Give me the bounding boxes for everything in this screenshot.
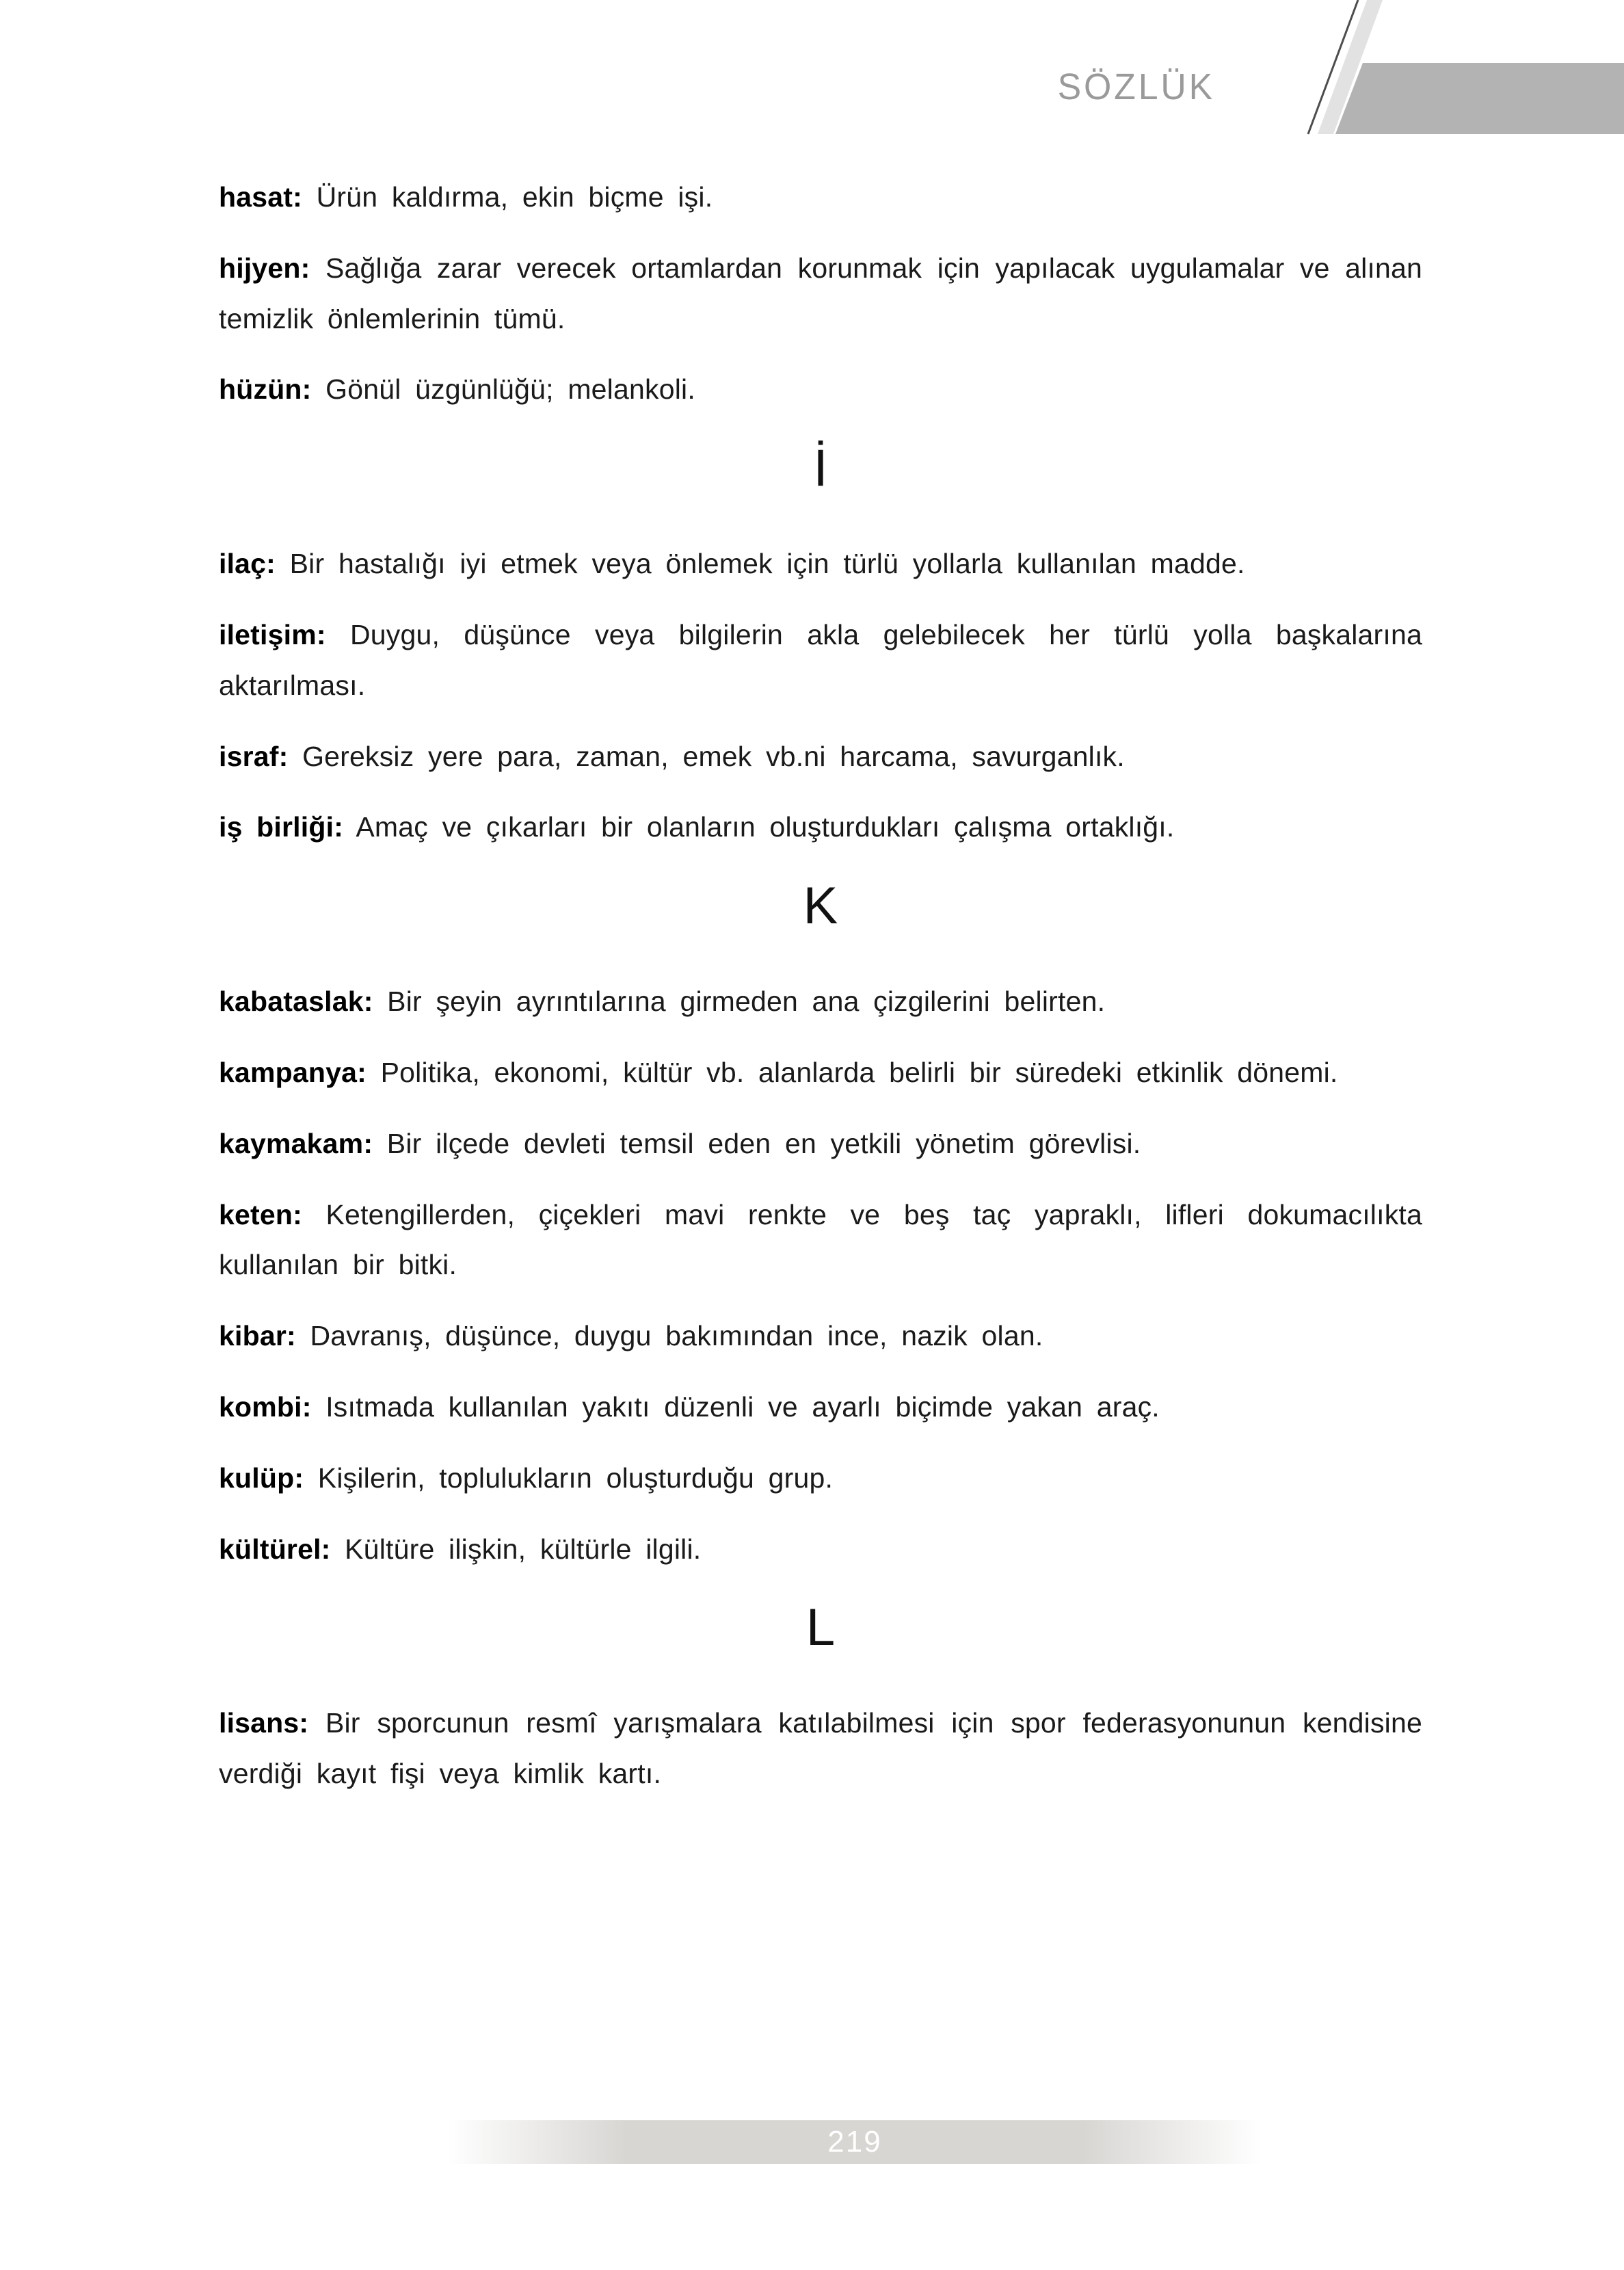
entry-list	[219, 172, 1422, 415]
section-letter-heading: L	[806, 1598, 836, 1657]
entry-term: lisans:	[219, 1707, 309, 1739]
section-letter-heading: İ	[813, 439, 828, 498]
entry-term: kampanya:	[219, 1056, 367, 1088]
letter-group	[219, 1595, 1422, 1799]
entry-definition: Bir sporcunun resmî yarışmalara katılabilmesi için spor federasyonunun kendisine verdiği kayıt fişi veya kimlik kartı.	[219, 1707, 1422, 1790]
page-number: 219	[827, 2125, 882, 2159]
entry-list	[219, 539, 1422, 853]
glossary-entry	[219, 1048, 1422, 1098]
glossary-entry	[219, 1382, 1422, 1433]
entry-term: israf:	[219, 740, 289, 772]
entry-definition: Amaç ve çıkarları bir olanların oluşturdukları çalışma ortaklığı.	[356, 811, 1175, 843]
entry-definition: Isıtmada kullanılan yakıtı düzenli ve ayarlı biçimde yakan araç.	[325, 1390, 1160, 1423]
entry-term: iş birliği:	[219, 811, 344, 843]
glossary-entry	[219, 1311, 1422, 1362]
entry-term: hijyen:	[219, 252, 310, 284]
entry-term: ilaç:	[219, 548, 276, 580]
entry-definition: Bir ilçede devleti temsil eden en yetkili yönetim görevlisi.	[386, 1127, 1141, 1159]
page-title: SÖZLÜK	[1057, 66, 1215, 107]
entry-term: hasat:	[219, 181, 302, 213]
glossary-entry	[219, 539, 1422, 590]
entry-list	[219, 1698, 1422, 1799]
entry-term: kabataslak:	[219, 986, 373, 1018]
entry-definition: Gönül üzgünlüğü; melankoli.	[325, 373, 695, 406]
entry-term: keten:	[219, 1198, 302, 1230]
entry-definition: Ketengillerden, çiçekleri mavi renkte ve beş taç yapraklı, lifleri dokumacılıkta kullanılan bir bitki.	[219, 1198, 1422, 1281]
entry-term: kültürel:	[219, 1533, 331, 1565]
glossary-entry	[219, 1525, 1422, 1575]
entry-term: kombi:	[219, 1390, 312, 1423]
entry-term: kibar:	[219, 1320, 296, 1352]
entry-definition: Duygu, düşünce veya bilgilerin akla gelebilecek her türlü yolla başkalarına aktarılması.	[219, 618, 1422, 701]
glossary-entry	[219, 977, 1422, 1027]
glossary-entry	[219, 365, 1422, 415]
entry-definition: Sağlığa zarar verecek ortamlardan korunmak için yapılacak uygulamalar ve alınan temizlik önlemlerinin tümü.	[219, 252, 1423, 334]
letter-group	[219, 172, 1422, 415]
entry-definition: Kişilerin, toplulukların oluşturduğu grup.	[317, 1462, 834, 1494]
entry-definition: Bir hastalığı iyi etmek veya önlemek için türlü yollarla kullanılan madde.	[289, 548, 1245, 580]
entry-term: iletişim:	[219, 618, 326, 650]
section-letter-heading: K	[803, 877, 838, 936]
page-number-bar	[448, 2120, 1262, 2164]
glossary-entry	[219, 732, 1422, 782]
glossary-entry	[219, 1190, 1422, 1291]
entry-term: hüzün:	[219, 373, 312, 406]
entry-term: kaymakam:	[219, 1127, 373, 1159]
entry-definition: Politika, ekonomi, kültür vb. alanlarda belirli bir süredeki etkinlik dönemi.	[380, 1056, 1338, 1088]
glossary-entry	[219, 1119, 1422, 1170]
entry-definition: Bir şeyin ayrıntılarına girmeden ana çizgilerini belirten.	[387, 986, 1106, 1018]
entry-definition: Davranış, düşünce, duygu bakımından ince, nazik olan.	[310, 1320, 1043, 1352]
entry-definition: Gereksiz yere para, zaman, emek vb.ni harcama, savurganlık.	[302, 740, 1125, 772]
glossary-entry	[219, 802, 1422, 853]
glossary-entry	[219, 172, 1422, 223]
letter-group	[219, 873, 1422, 1574]
entry-definition: Ürün kaldırma, ekin biçme işi.	[316, 181, 713, 213]
glossary-entry	[219, 1698, 1422, 1799]
letter-group	[219, 436, 1422, 853]
glossary-entry	[219, 1453, 1422, 1504]
glossary-entry	[219, 610, 1422, 711]
entry-definition: Kültüre ilişkin, kültürle ilgili.	[345, 1533, 702, 1565]
entry-term: kulüp:	[219, 1462, 304, 1494]
glossary-entry	[219, 243, 1422, 345]
entry-list	[219, 977, 1422, 1574]
